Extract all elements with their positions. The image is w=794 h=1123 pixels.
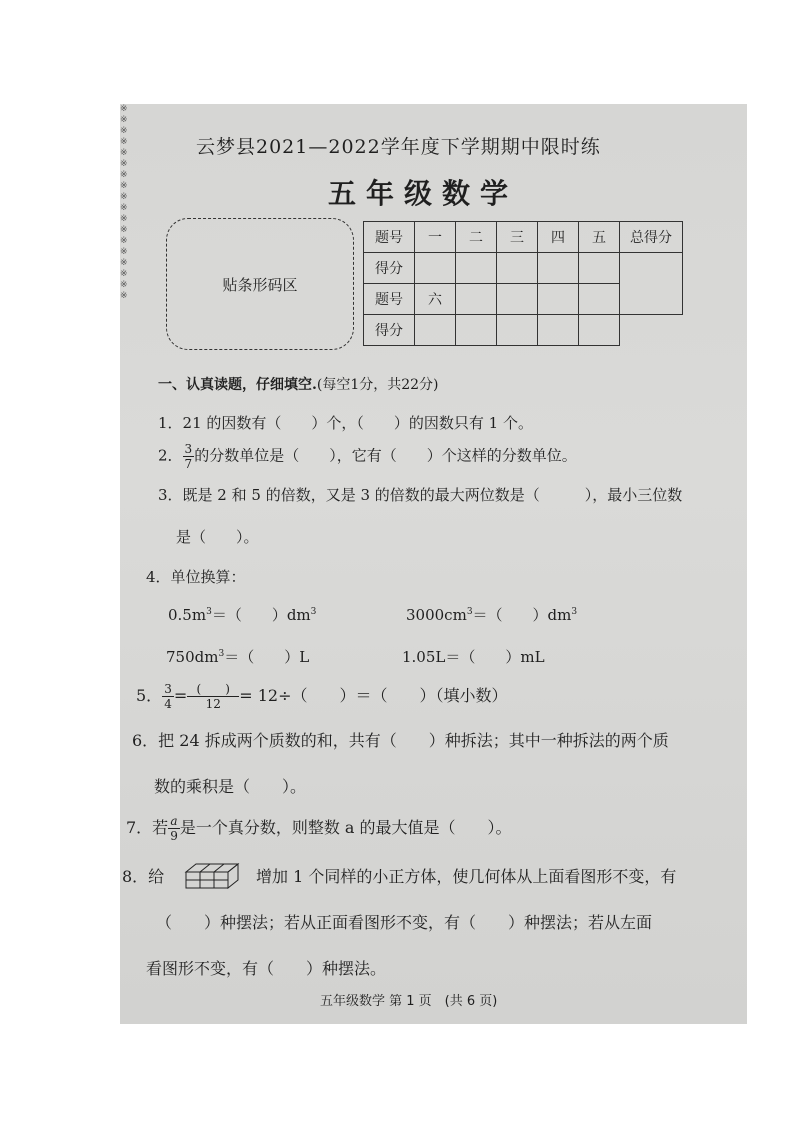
score-table-header: 二 — [456, 222, 497, 253]
score-table — [363, 221, 683, 346]
exam-paper — [120, 104, 747, 1024]
question-8-line3: 看图形不变，有（ ）种摆法。 — [146, 959, 387, 978]
score-cell — [579, 284, 620, 315]
barcode-label: 贴条形码区 — [222, 275, 298, 294]
total-score-cell — [620, 253, 683, 315]
question-3-line1: 3．既是 2 和 5 的倍数，又是 3 的倍数的最大两位数是（ ），最小三位数 — [158, 486, 683, 504]
subject-title: 五年级数学 — [328, 177, 519, 210]
score-table-header: 四 — [538, 222, 579, 253]
score-cell — [579, 315, 620, 346]
score-table-header: 总得分 — [620, 222, 683, 253]
score-table-label: 题号 — [364, 284, 415, 315]
question-8-prefix: 8．给 — [122, 867, 165, 886]
score-table-label: 得分 — [364, 315, 415, 346]
conversion-d: 1.05L＝（ ）mL — [402, 648, 545, 666]
question-1: 1．21 的因数有（ ）个，（ ）的因数只有 1 个。 — [158, 414, 533, 432]
score-cell — [415, 253, 456, 284]
conversion-b: $3000cm^3=$（ ）$dm^3$ — [406, 606, 578, 624]
question-5: 5． $\frac{3}{4}$ = $\frac{( )}{12}$ = 12÷（ ）＝（ ）（填小数） — [136, 682, 508, 711]
cubes-figure — [184, 862, 240, 890]
question-7: 7．若 $\frac{a}{9}$ 是一个真分数，则整数 a 的最大值是（ ）。 — [126, 814, 512, 843]
question-3-line2: 是（ ）。 — [176, 528, 259, 546]
barcode-area — [166, 218, 354, 350]
fraction: $\frac{3}{7}$ — [184, 442, 193, 471]
score-cell — [538, 284, 579, 315]
score-table-label: 题号 — [364, 222, 415, 253]
section-heading — [158, 374, 439, 394]
conversion-a: $0.5m^3=$（ ）$dm^3$ — [168, 606, 317, 624]
score-table-header: 六 — [415, 284, 456, 315]
score-cell — [497, 253, 538, 284]
question-6-line2: 数的乘积是（ ）。 — [154, 777, 307, 796]
question-number: 2． — [158, 446, 183, 465]
score-cell — [538, 315, 579, 346]
score-cell — [538, 253, 579, 284]
score-cell — [497, 315, 538, 346]
question-8-line1: 增加 1 个同样的小正方体，使几何体从上面看图形不变，有 — [256, 867, 677, 886]
question-text: 的分数单位是（ ），它有（ ）个这样的分数单位。 — [194, 446, 577, 465]
score-cell — [456, 315, 497, 346]
section-title: 一、认真读题，仔细填空. — [158, 377, 317, 393]
score-table-header: 一 — [415, 222, 456, 253]
score-table-label: 得分 — [364, 253, 415, 284]
conversion-c: $750dm^3=$（ ）L — [166, 648, 310, 666]
score-cell — [497, 284, 538, 315]
score-table-header: 五 — [579, 222, 620, 253]
exam-title: 云梦县2021—2022学年度下学期期中限时练 — [196, 136, 601, 158]
score-cell — [456, 284, 497, 315]
question-8-line2: （ ）种摆法；若从正面看图形不变，有（ ）种摆法；若从左面 — [156, 913, 653, 932]
question-2 — [158, 442, 577, 471]
score-table-header: 三 — [497, 222, 538, 253]
question-6-line1: 6．把 24 拆成两个质数的和，共有（ ）种拆法；其中一种拆法的两个质 — [132, 731, 669, 750]
perforation-edge: ※ ※ ※ ※ ※ ※ ※ ※ ※ ※ ※ ※ ※ ※ ※ ※ ※ ※ — [120, 104, 128, 301]
score-cell — [415, 315, 456, 346]
score-cell — [579, 253, 620, 284]
page-footer: 五年级数学 第 1 页 (共 6 页) — [320, 994, 498, 1009]
section-note: (每空1分，共22分) — [316, 377, 439, 393]
score-cell — [456, 253, 497, 284]
question-4-label: 4．单位换算： — [146, 568, 246, 586]
